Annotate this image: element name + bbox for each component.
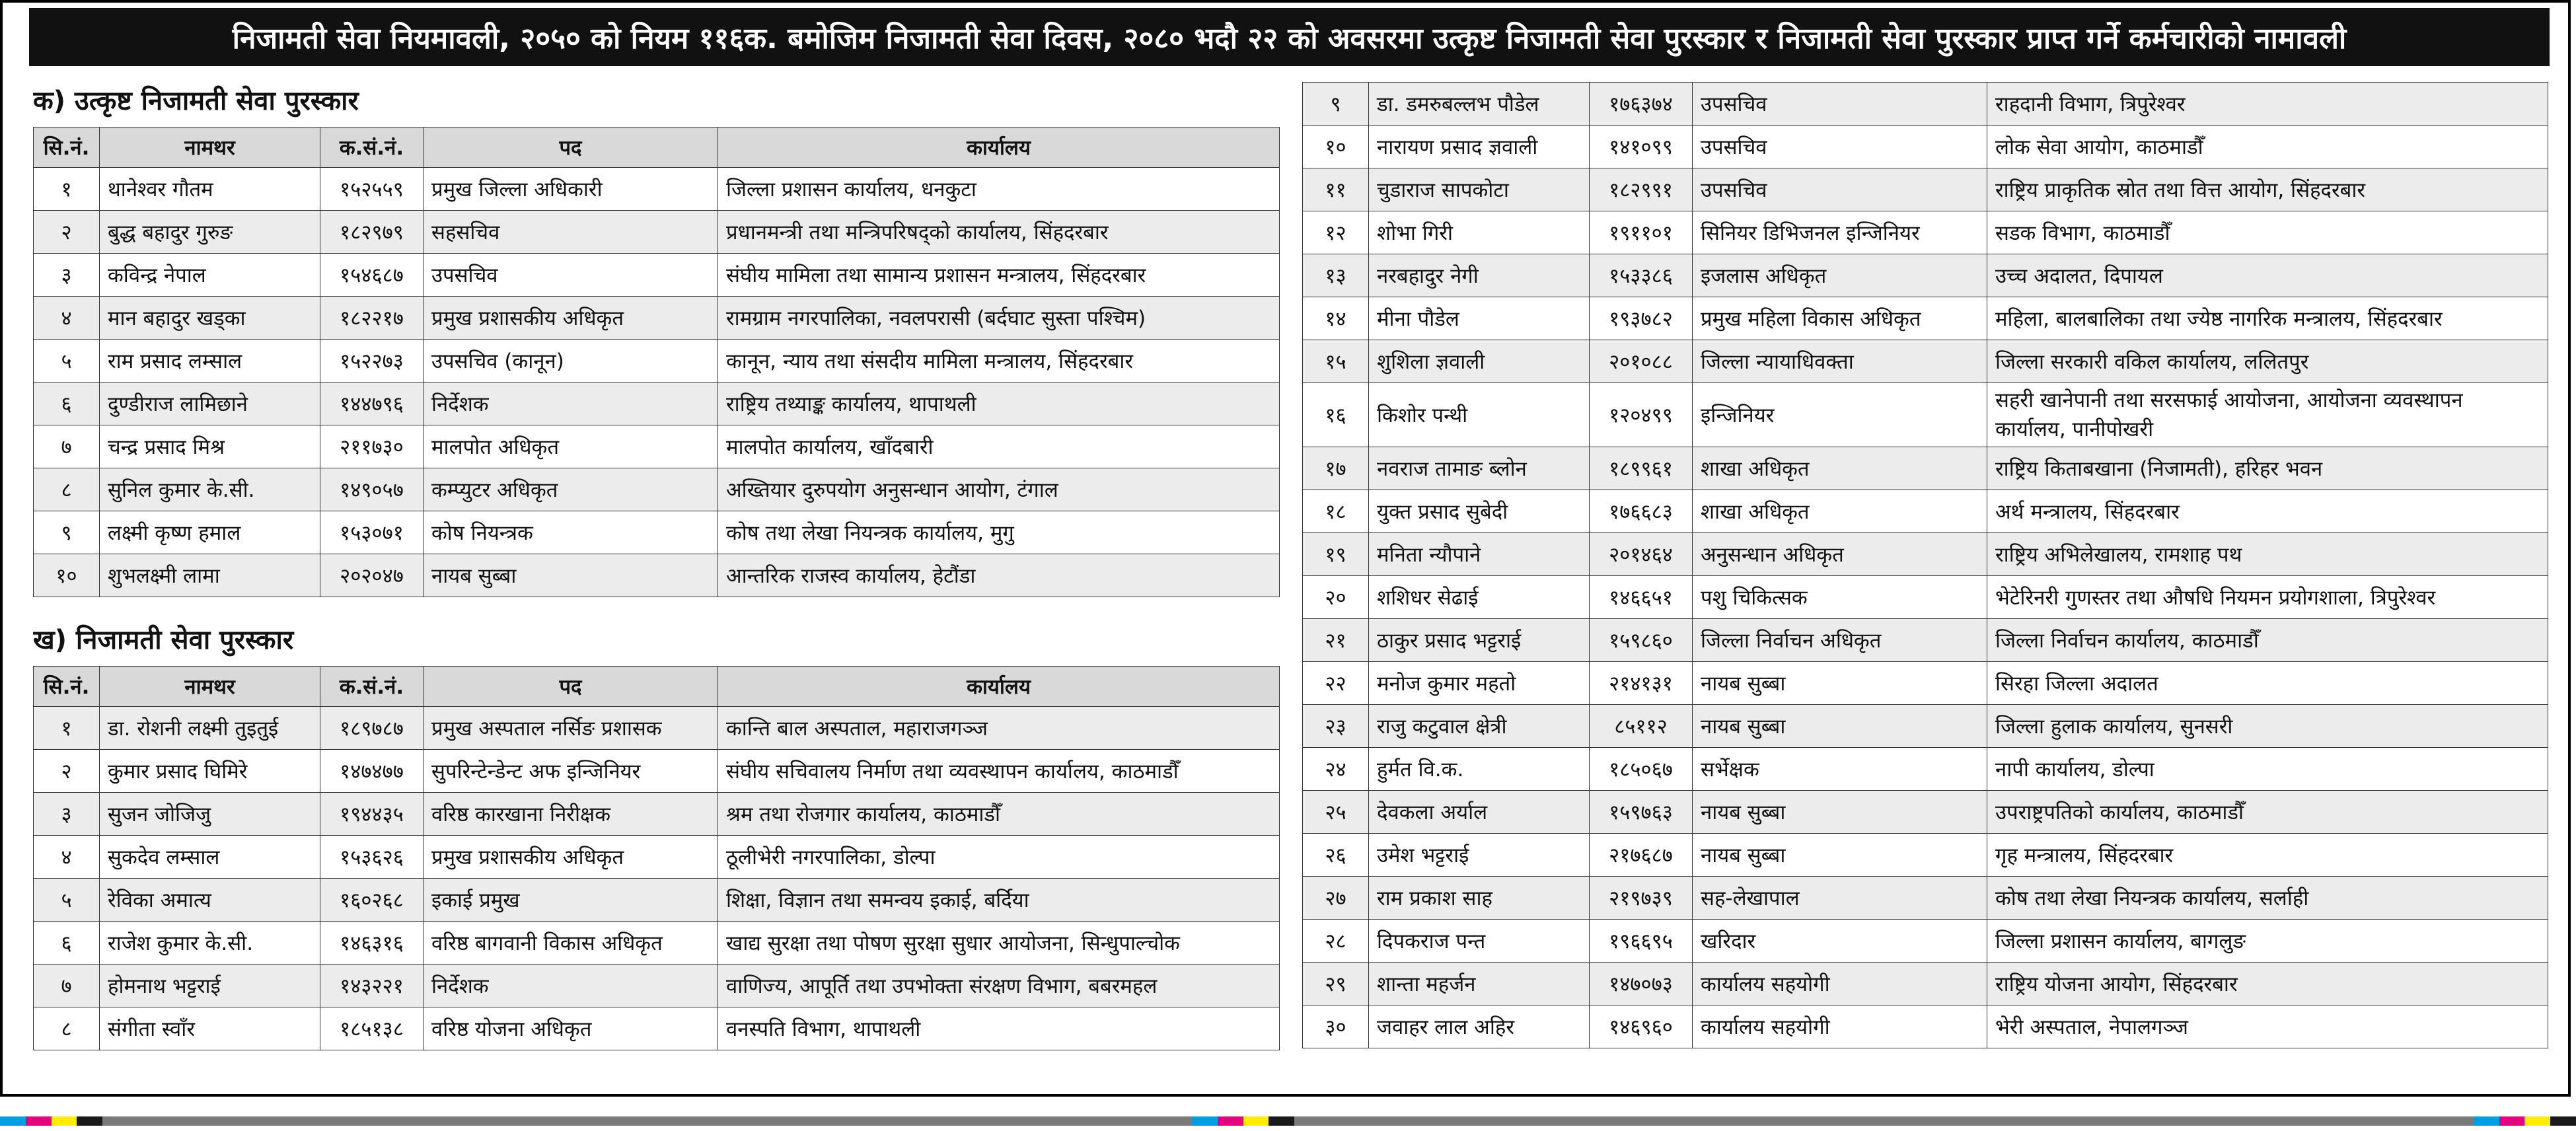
cell-name: चन्द्र प्रसाद मिश्र bbox=[100, 425, 320, 468]
cell-post: निर्देशक bbox=[423, 383, 718, 425]
section-a-heading: क) उत्कृष्ट निजामती सेवा पुरस्कार bbox=[33, 86, 359, 116]
cell-name: दुण्डीराज लामिछाने bbox=[100, 383, 320, 425]
cell-office: राहदानी विभाग, त्रिपुरेश्वर bbox=[1987, 83, 2548, 126]
cell-office: उच्च अदालत, दिपायल bbox=[1987, 254, 2548, 297]
cell-post: सिनियर डिभिजनल इन्जिनियर bbox=[1693, 211, 1987, 254]
cell-post: शाखा अधिकृत bbox=[1693, 490, 1987, 533]
table-row bbox=[1303, 254, 2548, 297]
table-row bbox=[1303, 168, 2548, 211]
color-strip-segment bbox=[2474, 1116, 2499, 1126]
color-strip-segment bbox=[1243, 1116, 1269, 1126]
table-row bbox=[1303, 963, 2548, 1005]
col-header-serial: सि.नं. bbox=[34, 667, 100, 707]
cell-name: राजु कटुवाल क्षेत्री bbox=[1369, 705, 1590, 748]
col-header-office: कार्यालय bbox=[718, 667, 1280, 707]
color-strip-segment bbox=[0, 1116, 26, 1126]
cell-code: १४१०९९ bbox=[1590, 126, 1693, 168]
cell-serial: २ bbox=[34, 750, 100, 793]
cell-post: वरिष्ठ बागवानी विकास अधिकृत bbox=[423, 922, 718, 965]
cell-name: शोभा गिरी bbox=[1369, 211, 1590, 254]
cell-office: अर्थ मन्त्रालय, सिंहदरबार bbox=[1987, 490, 2548, 533]
section-a-table bbox=[33, 127, 1280, 597]
cell-code: २१४१३१ bbox=[1590, 662, 1693, 705]
cell-post: इकाई प्रमुख bbox=[423, 879, 718, 922]
cell-office: जिल्ला प्रशासन कार्यालय, बागलुङ bbox=[1987, 920, 2548, 963]
table-row bbox=[34, 468, 1280, 511]
cell-post: कोष नियन्त्रक bbox=[423, 511, 718, 554]
color-strip-segment bbox=[1269, 1116, 1294, 1126]
cell-serial: २३ bbox=[1303, 705, 1369, 748]
cell-serial: १५ bbox=[1303, 340, 1369, 383]
cell-code: १९६६९५ bbox=[1590, 920, 1693, 963]
cell-post: प्रमुख महिला विकास अधिकृत bbox=[1693, 297, 1987, 340]
cell-post: सह-लेखापाल bbox=[1693, 877, 1987, 920]
table-row bbox=[1303, 490, 2548, 533]
table-row bbox=[1303, 619, 2548, 662]
color-strip-segment bbox=[1192, 1116, 1218, 1126]
table-row bbox=[34, 922, 1280, 965]
cell-name: मान बहादुर खड्का bbox=[100, 297, 320, 340]
cell-serial: १० bbox=[1303, 126, 1369, 168]
cell-name: ठाकुर प्रसाद भट्टराई bbox=[1369, 619, 1590, 662]
cell-code: २११७३० bbox=[320, 425, 423, 468]
cell-post: कम्प्युटर अधिकृत bbox=[423, 468, 718, 511]
table-row bbox=[34, 1007, 1280, 1050]
cell-name: नरबहादुर नेगी bbox=[1369, 254, 1590, 297]
cell-office: गृह मन्त्रालय, सिंहदरबार bbox=[1987, 834, 2548, 877]
cell-name: देवकला अर्याल bbox=[1369, 791, 1590, 834]
cell-office: रामग्राम नगरपालिका, नवलपरासी (बर्दघाट सुस्ता पश्चिम) bbox=[718, 297, 1280, 340]
cell-name: थानेश्वर गौतम bbox=[100, 168, 320, 211]
cell-code: १९११०१ bbox=[1590, 211, 1693, 254]
cell-serial: १ bbox=[34, 168, 100, 211]
table-row bbox=[34, 425, 1280, 468]
cell-name: शान्ता महर्जन bbox=[1369, 963, 1590, 1005]
table-row bbox=[34, 254, 1280, 297]
cell-office: राष्ट्रिय योजना आयोग, सिंहदरबार bbox=[1987, 963, 2548, 1005]
col-header-post: पद bbox=[423, 128, 718, 168]
cell-serial: २२ bbox=[1303, 662, 1369, 705]
col-header-code: क.सं.नं. bbox=[320, 128, 423, 168]
cell-name: शुभलक्ष्मी लामा bbox=[100, 554, 320, 597]
cell-name: शशिधर सेढाई bbox=[1369, 576, 1590, 619]
cell-code: १२०४९९ bbox=[1590, 383, 1693, 447]
table-row bbox=[34, 965, 1280, 1007]
cell-office: सहरी खानेपानी तथा सरसफाई आयोजना, आयोजना व्यवस्थापन कार्यालय, पानीपोखरी bbox=[1987, 383, 2548, 447]
cell-office: सडक विभाग, काठमाडौँ bbox=[1987, 211, 2548, 254]
cell-serial: ७ bbox=[34, 425, 100, 468]
cell-name: कुमार प्रसाद घिमिरे bbox=[100, 750, 320, 793]
cell-post: इजलास अधिकृत bbox=[1693, 254, 1987, 297]
cell-code: १८९९६१ bbox=[1590, 447, 1693, 490]
table-row bbox=[34, 297, 1280, 340]
table-row bbox=[1303, 447, 2548, 490]
table-row bbox=[1303, 297, 2548, 340]
cell-serial: २४ bbox=[1303, 748, 1369, 791]
cell-post: नायब सुब्बा bbox=[1693, 662, 1987, 705]
cell-code: १४६६५१ bbox=[1590, 576, 1693, 619]
cell-office: श्रम तथा रोजगार कार्यालय, काठमाडौँ bbox=[718, 793, 1280, 836]
cell-post: कार्यालय सहयोगी bbox=[1693, 1005, 1987, 1048]
cell-name: राजेश कुमार के.सी. bbox=[100, 922, 320, 965]
color-strip-segment bbox=[2524, 1116, 2550, 1126]
cell-serial: १६ bbox=[1303, 383, 1369, 447]
cell-post: अनुसन्धान अधिकृत bbox=[1693, 533, 1987, 576]
cell-office: कोष तथा लेखा नियन्त्रक कार्यालय, सर्लाही bbox=[1987, 877, 2548, 920]
cell-office: वनस्पति विभाग, थापाथली bbox=[718, 1007, 1280, 1050]
cell-serial: २० bbox=[1303, 576, 1369, 619]
cell-post: उपसचिव bbox=[1693, 168, 1987, 211]
table-row bbox=[1303, 83, 2548, 126]
table-row bbox=[34, 383, 1280, 425]
cell-code: १९३७८२ bbox=[1590, 297, 1693, 340]
cell-code: २०१०८८ bbox=[1590, 340, 1693, 383]
table-row bbox=[34, 793, 1280, 836]
cell-code: १६०२६८ bbox=[320, 879, 423, 922]
color-strip-segment bbox=[102, 1116, 1192, 1126]
cell-office: ठूलीभेरी नगरपालिका, डोल्पा bbox=[718, 836, 1280, 879]
color-strip-segment bbox=[52, 1116, 77, 1126]
cell-office: नापी कार्यालय, डोल्पा bbox=[1987, 748, 2548, 791]
table-row bbox=[1303, 126, 2548, 168]
table-row bbox=[34, 511, 1280, 554]
cell-office: सिरहा जिल्ला अदालत bbox=[1987, 662, 2548, 705]
table-row bbox=[34, 707, 1280, 750]
cell-serial: २६ bbox=[1303, 834, 1369, 877]
cell-post: पशु चिकित्सक bbox=[1693, 576, 1987, 619]
cell-serial: २७ bbox=[1303, 877, 1369, 920]
table-row bbox=[1303, 340, 2548, 383]
cell-office: आन्तरिक राजस्व कार्यालय, हेटौंडा bbox=[718, 554, 1280, 597]
cell-code: १८५१३८ bbox=[320, 1007, 423, 1050]
table-row bbox=[34, 554, 1280, 597]
cell-name: मीना पौडेल bbox=[1369, 297, 1590, 340]
cell-post: नायब सुब्बा bbox=[423, 554, 718, 597]
col-header-name: नामथर bbox=[100, 667, 320, 707]
cell-name: सुजन जोजिजु bbox=[100, 793, 320, 836]
table-row bbox=[34, 750, 1280, 793]
cell-serial: १९ bbox=[1303, 533, 1369, 576]
right-column bbox=[1302, 82, 2548, 1048]
cell-office: वाणिज्य, आपूर्ति तथा उपभोक्ता संरक्षण विभाग, बबरमहल bbox=[718, 965, 1280, 1007]
cell-code: १७६३७४ bbox=[1590, 83, 1693, 126]
notice-title: निजामती सेवा नियमावली, २०५० को नियम ११६क. बमोजिम निजामती सेवा दिवस, २०८० भदौ २२ को अवसरमा उत्कृष्ट निजामती सेवा पुरस्कार र निजामती सेवा पुरस्कार प्राप्त गर्ने कर्मचारीको नामावली bbox=[29, 8, 2550, 66]
section-b-header-row bbox=[34, 667, 1280, 707]
col-header-name: नामथर bbox=[100, 128, 320, 168]
color-strip-segment bbox=[26, 1116, 52, 1126]
cell-serial: ११ bbox=[1303, 168, 1369, 211]
cell-name: शुशिला ज्ञवाली bbox=[1369, 340, 1590, 383]
cell-name: रेविका अमात्य bbox=[100, 879, 320, 922]
col-header-code: क.सं.नं. bbox=[320, 667, 423, 707]
cell-post: जिल्ला निर्वाचन अधिकृत bbox=[1693, 619, 1987, 662]
cell-name: डा. रोशनी लक्ष्मी तुइतुई bbox=[100, 707, 320, 750]
cell-serial: २ bbox=[34, 211, 100, 254]
cell-serial: ६ bbox=[34, 922, 100, 965]
cell-serial: ४ bbox=[34, 297, 100, 340]
cell-name: कविन्द्र नेपाल bbox=[100, 254, 320, 297]
cell-code: १४९०५७ bbox=[320, 468, 423, 511]
cell-serial: २१ bbox=[1303, 619, 1369, 662]
cell-name: जवाहर लाल अहिर bbox=[1369, 1005, 1590, 1048]
cell-post: नायब सुब्बा bbox=[1693, 705, 1987, 748]
cell-office: मालपोत कार्यालय, खाँदबारी bbox=[718, 425, 1280, 468]
cell-code: १५९७६३ bbox=[1590, 791, 1693, 834]
table-row bbox=[34, 211, 1280, 254]
cell-name: होमनाथ भट्टराई bbox=[100, 965, 320, 1007]
cell-office: राष्ट्रिय किताबखाना (निजामती), हरिहर भवन bbox=[1987, 447, 2548, 490]
cell-post: वरिष्ठ योजना अधिकृत bbox=[423, 1007, 718, 1050]
cell-code: २१७६८७ bbox=[1590, 834, 1693, 877]
cell-post: उपसचिव bbox=[1693, 126, 1987, 168]
cell-office: प्रधानमन्त्री तथा मन्त्रिपरिषद्को कार्यालय, सिंहदरबार bbox=[718, 211, 1280, 254]
cell-post: वरिष्ठ कारखाना निरीक्षक bbox=[423, 793, 718, 836]
cell-serial: ४ bbox=[34, 836, 100, 879]
cell-serial: १२ bbox=[1303, 211, 1369, 254]
cell-code: १८५०६७ bbox=[1590, 748, 1693, 791]
cell-code: १५३३८६ bbox=[1590, 254, 1693, 297]
cell-code: १८२९९१ bbox=[1590, 168, 1693, 211]
cell-post: निर्देशक bbox=[423, 965, 718, 1007]
cell-office: उपराष्ट्रपतिको कार्यालय, काठमाडौँ bbox=[1987, 791, 2548, 834]
col-header-serial: सि.नं. bbox=[34, 128, 100, 168]
color-strip-segment bbox=[2550, 1116, 2576, 1126]
cell-post: प्रमुख प्रशासकीय अधिकृत bbox=[423, 836, 718, 879]
section-b-continued-table bbox=[1302, 82, 2548, 1048]
cell-serial: १७ bbox=[1303, 447, 1369, 490]
cell-post: प्रमुख जिल्ला अधिकारी bbox=[423, 168, 718, 211]
cell-name: सुकदेव लम्साल bbox=[100, 836, 320, 879]
cell-post: खरिदार bbox=[1693, 920, 1987, 963]
cell-serial: १३ bbox=[1303, 254, 1369, 297]
cell-name: संगीता स्वाँर bbox=[100, 1007, 320, 1050]
cell-office: कोष तथा लेखा नियन्त्रक कार्यालय, मुगु bbox=[718, 511, 1280, 554]
cell-serial: १० bbox=[34, 554, 100, 597]
color-strip-segment bbox=[1294, 1116, 2474, 1126]
cell-office: जिल्ला हुलाक कार्यालय, सुनसरी bbox=[1987, 705, 2548, 748]
cell-name: डा. डमरुबल्लभ पौडेल bbox=[1369, 83, 1590, 126]
cell-post: कार्यालय सहयोगी bbox=[1693, 963, 1987, 1005]
cell-post: सर्भेक्षक bbox=[1693, 748, 1987, 791]
cell-name: किशोर पन्थी bbox=[1369, 383, 1590, 447]
cell-post: उपसचिव bbox=[423, 254, 718, 297]
cell-office: कानून, न्याय तथा संसदीय मामिला मन्त्रालय, सिंहदरबार bbox=[718, 340, 1280, 383]
print-color-strip bbox=[0, 1116, 2576, 1126]
cell-serial: २५ bbox=[1303, 791, 1369, 834]
cell-code: १४६९६० bbox=[1590, 1005, 1693, 1048]
table-row bbox=[34, 836, 1280, 879]
cell-code: १५९८६० bbox=[1590, 619, 1693, 662]
cell-serial: ९ bbox=[1303, 83, 1369, 126]
table-row bbox=[1303, 1005, 2548, 1048]
table-row bbox=[1303, 877, 2548, 920]
cell-code: २१९७३९ bbox=[1590, 877, 1693, 920]
color-strip-segment bbox=[1218, 1116, 1243, 1126]
cell-code: २०१४६४ bbox=[1590, 533, 1693, 576]
color-strip-segment bbox=[2499, 1116, 2525, 1126]
cell-serial: ८ bbox=[34, 468, 100, 511]
cell-post: नायब सुब्बा bbox=[1693, 834, 1987, 877]
cell-office: कान्ति बाल अस्पताल, महाराजगञ्ज bbox=[718, 707, 1280, 750]
cell-name: राम प्रसाद लम्साल bbox=[100, 340, 320, 383]
cell-code: १४४७९६ bbox=[320, 383, 423, 425]
cell-name: नारायण प्रसाद ज्ञवाली bbox=[1369, 126, 1590, 168]
cell-office: संघीय सचिवालय निर्माण तथा व्यवस्थापन कार्यालय, काठमाडौँ bbox=[718, 750, 1280, 793]
cell-name: चुडाराज सापकोटा bbox=[1369, 168, 1590, 211]
cell-post: उपसचिव (कानून) bbox=[423, 340, 718, 383]
table-row bbox=[1303, 920, 2548, 963]
cell-post: जिल्ला न्यायाधिवक्ता bbox=[1693, 340, 1987, 383]
section-b-table bbox=[33, 666, 1280, 1050]
table-row bbox=[34, 879, 1280, 922]
table-row bbox=[1303, 834, 2548, 877]
cell-code: १४७०७३ bbox=[1590, 963, 1693, 1005]
cell-code: १५३०७१ bbox=[320, 511, 423, 554]
cell-office: शिक्षा, विज्ञान तथा समन्वय इकाई, बर्दिया bbox=[718, 879, 1280, 922]
table-row bbox=[1303, 791, 2548, 834]
cell-code: १८२२१७ bbox=[320, 297, 423, 340]
cell-code: २०२०४७ bbox=[320, 554, 423, 597]
cell-office: लोक सेवा आयोग, काठमाडौँ bbox=[1987, 126, 2548, 168]
cell-code: १५२२७३ bbox=[320, 340, 423, 383]
cell-code: ८५११२ bbox=[1590, 705, 1693, 748]
cell-serial: ५ bbox=[34, 340, 100, 383]
cell-office: अख्तियार दुरुपयोग अनुसन्धान आयोग, टंगाल bbox=[718, 468, 1280, 511]
cell-office: जिल्ला निर्वाचन कार्यालय, काठमाडौँ bbox=[1987, 619, 2548, 662]
color-strip-segment bbox=[77, 1116, 102, 1126]
cell-name: बुद्ध बहादुर गुरुङ bbox=[100, 211, 320, 254]
cell-code: १५३६२६ bbox=[320, 836, 423, 879]
cell-office: खाद्य सुरक्षा तथा पोषण सुरक्षा सुधार आयोजना, सिन्धुपाल्चोक bbox=[718, 922, 1280, 965]
cell-code: १८२९७९ bbox=[320, 211, 423, 254]
cell-code: १४३२२१ bbox=[320, 965, 423, 1007]
cell-serial: ८ bbox=[34, 1007, 100, 1050]
section-b-heading: ख) निजामती सेवा पुरस्कार bbox=[33, 625, 294, 655]
cell-office: भेटेरिनरी गुणस्तर तथा औषधि नियमन प्रयोगशाला, त्रिपुरेश्वर bbox=[1987, 576, 2548, 619]
cell-code: १९४४३५ bbox=[320, 793, 423, 836]
cell-serial: ३ bbox=[34, 793, 100, 836]
cell-name: सुनिल कुमार के.सी. bbox=[100, 468, 320, 511]
cell-post: शाखा अधिकृत bbox=[1693, 447, 1987, 490]
cell-office: भेरी अस्पताल, नेपालगञ्ज bbox=[1987, 1005, 2548, 1048]
cell-name: लक्ष्मी कृष्ण हमाल bbox=[100, 511, 320, 554]
cell-office: संघीय मामिला तथा सामान्य प्रशासन मन्त्रालय, सिंहदरबार bbox=[718, 254, 1280, 297]
table-row bbox=[1303, 383, 2548, 447]
cell-post: प्रमुख अस्पताल नर्सिङ प्रशासक bbox=[423, 707, 718, 750]
cell-serial: ५ bbox=[34, 879, 100, 922]
cell-serial: १८ bbox=[1303, 490, 1369, 533]
cell-name: मनिता न्यौपाने bbox=[1369, 533, 1590, 576]
cell-office: राष्ट्रिय तथ्याङ्क कार्यालय, थापाथली bbox=[718, 383, 1280, 425]
table-row bbox=[1303, 533, 2548, 576]
cell-serial: २८ bbox=[1303, 920, 1369, 963]
table-row bbox=[1303, 705, 2548, 748]
cell-office: जिल्ला सरकारी वकिल कार्यालय, ललितपुर bbox=[1987, 340, 2548, 383]
cell-office: राष्ट्रिय प्राकृतिक स्रोत तथा वित्त आयोग, सिंहदरबार bbox=[1987, 168, 2548, 211]
cell-name: हुर्मत वि.क. bbox=[1369, 748, 1590, 791]
cell-serial: ३ bbox=[34, 254, 100, 297]
cell-name: मनोज कुमार महतो bbox=[1369, 662, 1590, 705]
cell-code: १५२५५९ bbox=[320, 168, 423, 211]
table-row bbox=[34, 168, 1280, 211]
cell-serial: ३० bbox=[1303, 1005, 1369, 1048]
col-header-office: कार्यालय bbox=[718, 128, 1280, 168]
cell-name: युक्त प्रसाद सुबेदी bbox=[1369, 490, 1590, 533]
cell-post: प्रमुख प्रशासकीय अधिकृत bbox=[423, 297, 718, 340]
cell-name: दिपकराज पन्त bbox=[1369, 920, 1590, 963]
cell-post: नायब सुब्बा bbox=[1693, 791, 1987, 834]
table-row bbox=[34, 340, 1280, 383]
cell-post: इन्जिनियर bbox=[1693, 383, 1987, 447]
cell-serial: १४ bbox=[1303, 297, 1369, 340]
cell-serial: २९ bbox=[1303, 963, 1369, 1005]
cell-name: उमेश भट्टराई bbox=[1369, 834, 1590, 877]
cell-code: १४७४७७ bbox=[320, 750, 423, 793]
table-row bbox=[1303, 211, 2548, 254]
table-row bbox=[1303, 662, 2548, 705]
table-row bbox=[1303, 748, 2548, 791]
cell-serial: ६ bbox=[34, 383, 100, 425]
cell-post: सहसचिव bbox=[423, 211, 718, 254]
col-header-post: पद bbox=[423, 667, 718, 707]
cell-serial: ९ bbox=[34, 511, 100, 554]
cell-post: उपसचिव bbox=[1693, 83, 1987, 126]
cell-name: राम प्रकाश साह bbox=[1369, 877, 1590, 920]
section-a-header-row bbox=[34, 128, 1280, 168]
cell-office: जिल्ला प्रशासन कार्यालय, धनकुटा bbox=[718, 168, 1280, 211]
cell-post: सुपरिन्टेन्डेन्ट अफ इन्जिनियर bbox=[423, 750, 718, 793]
cell-code: १८९७८७ bbox=[320, 707, 423, 750]
cell-serial: १ bbox=[34, 707, 100, 750]
cell-serial: ७ bbox=[34, 965, 100, 1007]
cell-code: १४६३१६ bbox=[320, 922, 423, 965]
cell-code: १५४६८७ bbox=[320, 254, 423, 297]
cell-name: नवराज तामाङ ब्लोन bbox=[1369, 447, 1590, 490]
table-row bbox=[1303, 576, 2548, 619]
cell-office: महिला, बालबालिका तथा ज्येष्ठ नागरिक मन्त्रालय, सिंहदरबार bbox=[1987, 297, 2548, 340]
cell-post: मालपोत अधिकृत bbox=[423, 425, 718, 468]
cell-code: १७६६८३ bbox=[1590, 490, 1693, 533]
left-column bbox=[33, 75, 1279, 1050]
cell-office: राष्ट्रिय अभिलेखालय, रामशाह पथ bbox=[1987, 533, 2548, 576]
